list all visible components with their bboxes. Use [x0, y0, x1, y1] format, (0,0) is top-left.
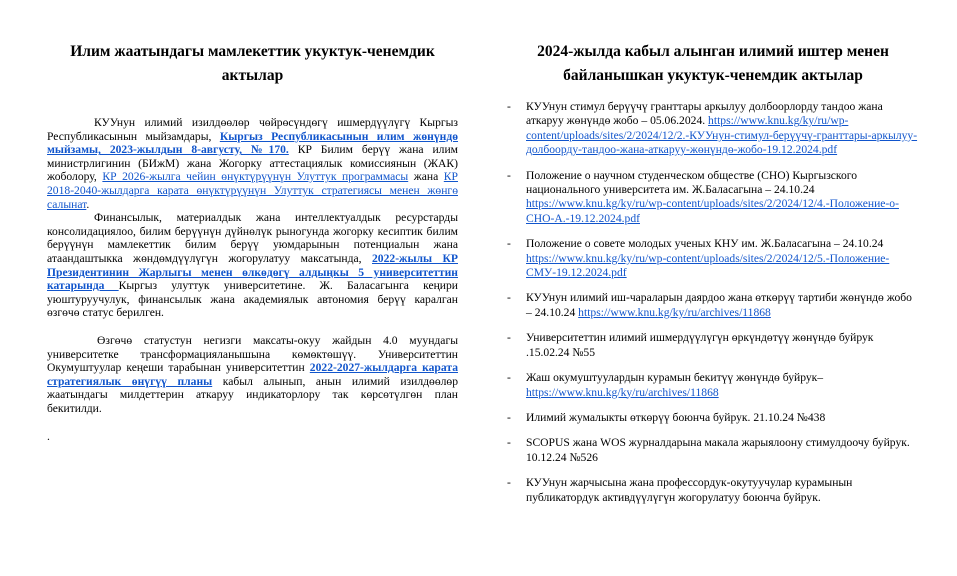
dash-bullet: - — [507, 476, 511, 490]
list-item — [507, 237, 919, 280]
item-link[interactable]: https://www.knu.kg/ky/ru/archives/11868 — [578, 305, 771, 319]
list-item — [507, 331, 919, 360]
paragraph-special-status — [47, 211, 458, 320]
item-text: Положение о совете молодых ученых КНУ им. Ж.Баласагына – 24.10.24 — [526, 237, 884, 251]
trailing-dot: . — [47, 430, 50, 444]
list-item — [507, 371, 919, 400]
left-title: Илим жаатындагы мамлекеттик укуктук-ченемдик актылар — [70, 43, 435, 84]
item-text: Жаш окумуштуулардын курамын бекитүү жөнүндө буйрук– — [526, 371, 824, 385]
item-text: SCOPUS жана WOS журналдарына макала жарыялоону стимулдоочу буйрук. 10.12.24 №526 — [526, 436, 910, 464]
item-link[interactable]: https://www.knu.kg/ky/ru/archives/11868 — [526, 385, 719, 399]
dash-bullet: - — [507, 371, 511, 385]
dash-bullet: - — [507, 291, 511, 305]
national-strategy-link[interactable]: КР 2018-2040-жылдарга карата өнүктүрүүнүн Улуттук стратегиясы менен жөнгө салынат — [47, 170, 458, 211]
president-decree-link[interactable]: 2022-жылы КР Президентинин Жарлыгы менен өлкөдөгү алдыңкы 5 университеттин катарында — [47, 251, 458, 293]
item-text: Положение о научном студенческом обществе (СНО) Кыргызского национального университета им. Ж.Баласагына – 24.10.24 — [526, 168, 858, 197]
item-text: КУУнун жарчысына жана профессордук-окутуучулар курамынын публикатордук активдүүлүгүн жогорулатуу боюнча буйрук. — [526, 476, 853, 504]
item-text: КУУнун стимул берүүчү гранттары аркылуу долбоорлорду тандоо жана аткаруу жөнүндө жобо – 05.06.2024. — [526, 100, 883, 128]
list-item — [507, 169, 919, 227]
national-program-link[interactable]: КР 2026-жылга чейин өнүктүрүүнүн Улуттук программасы — [102, 170, 409, 184]
list-item — [507, 100, 919, 158]
list-item — [507, 411, 919, 425]
text: Кыргыз улуттук университетине. Ж. Баласагынга кеңири уюштуруучулук, финансылык жана академиялык автономия берүү каралган өзгөчө статус берилген. — [47, 279, 458, 320]
item-text: Илимий жумалыкты өткөрүү боюнча буйрук. 21.10.24 №438 — [526, 410, 826, 424]
text: Өзгөчө статустун негизги максаты-окуу жайдын 4.0 муундагы университетке трансформацияланышына көмөктөшүү. Университеттин Окумуштуулар кеңеши тарабынан университеттин — [47, 333, 458, 375]
right-column — [507, 0, 919, 516]
text: . — [86, 197, 90, 211]
item-text: КУУнун илимий иш-чараларын даярдоо жана өткөрүү тартиби жөнүндө жобо – 24.10.24 — [526, 291, 912, 319]
item-text: Университеттин илимий ишмердүүлүгүн өркүндөтүү жөнүндө буйрук .15.02.24 №55 — [526, 331, 874, 359]
list-item — [507, 291, 919, 320]
paragraph-strategic-plan — [47, 334, 458, 416]
dash-bullet: - — [507, 410, 511, 424]
acts-list — [507, 100, 919, 505]
dash-bullet: - — [507, 100, 511, 113]
list-item — [507, 436, 919, 465]
dash-bullet: - — [507, 237, 511, 251]
item-link[interactable]: https://www.knu.kg/ky/ru/wp-content/uploads/sites/2/2024/12/2.-КУУнун-стимул-берүүчү-гранттары-аркылуу-долбоорду-тандоо-жана-аткаруу-жөнүндө-жобо-19.12.2024.pdf — [526, 114, 918, 157]
text: КУУнун илимий изилдөөлөр чөйрөсүндөгү ишмердүүлүгү Кыргыз Республикасынын мыйзамдары, — [47, 116, 458, 143]
left-body — [47, 116, 458, 444]
left-column — [47, 0, 458, 444]
text: жана — [408, 170, 444, 184]
strategic-plan-link[interactable]: 2022-2027-жылдарга карата стратегиялык өнүгүү планы — [47, 361, 458, 388]
item-link[interactable]: https://www.knu.kg/ky/ru/wp-content/uploads/sites/2/2024/12/4.-Положение-о-СНО-А.-19.12.2024.pdf — [526, 197, 899, 225]
dash-bullet: - — [507, 331, 511, 345]
text: кабыл алынып, анын илимий изилдөөлөр жаатындагы милдеттерин аткаруу индикаторлору так көрсөтүлгөн план бекитилди. — [47, 374, 458, 415]
item-link[interactable]: https://www.knu.kg/ky/ru/wp-content/uploads/sites/2/2024/12/5.-Положение-СМУ-19.12.2024.pdf — [526, 251, 890, 280]
dash-bullet: - — [507, 168, 511, 182]
text: КР Билим берүү жана илим министрлигинин (БИжМ) жана Жогорку аттестациялык комиссиянын (ЖАК) жоболору, — [47, 143, 458, 184]
list-item — [507, 476, 919, 505]
paragraph-legal-basis — [47, 116, 458, 211]
text: Финансылык, материалдык жана интеллектуалдык ресурстарды консолидациялоо, билим берүүнүн дүйнөлүк рыногунда жогорку кесиптик билим берүүнүн мамлекеттик билим берүү уюмдарынын потенциалын жана атаандаштыкка жөндөмдүүлүгүн жогорулатуу максатында, — [47, 211, 458, 265]
dash-bullet: - — [507, 436, 511, 450]
right-title: 2024-жылда кабыл алынган илимий иштер менен байланышкан укуктук-ченемдик актылар — [537, 43, 889, 84]
science-law-link[interactable]: Кыргыз Республикасынын илим жөнүндө мыйзамы, 2023-жылдын 8-августу, №170. — [47, 129, 459, 157]
